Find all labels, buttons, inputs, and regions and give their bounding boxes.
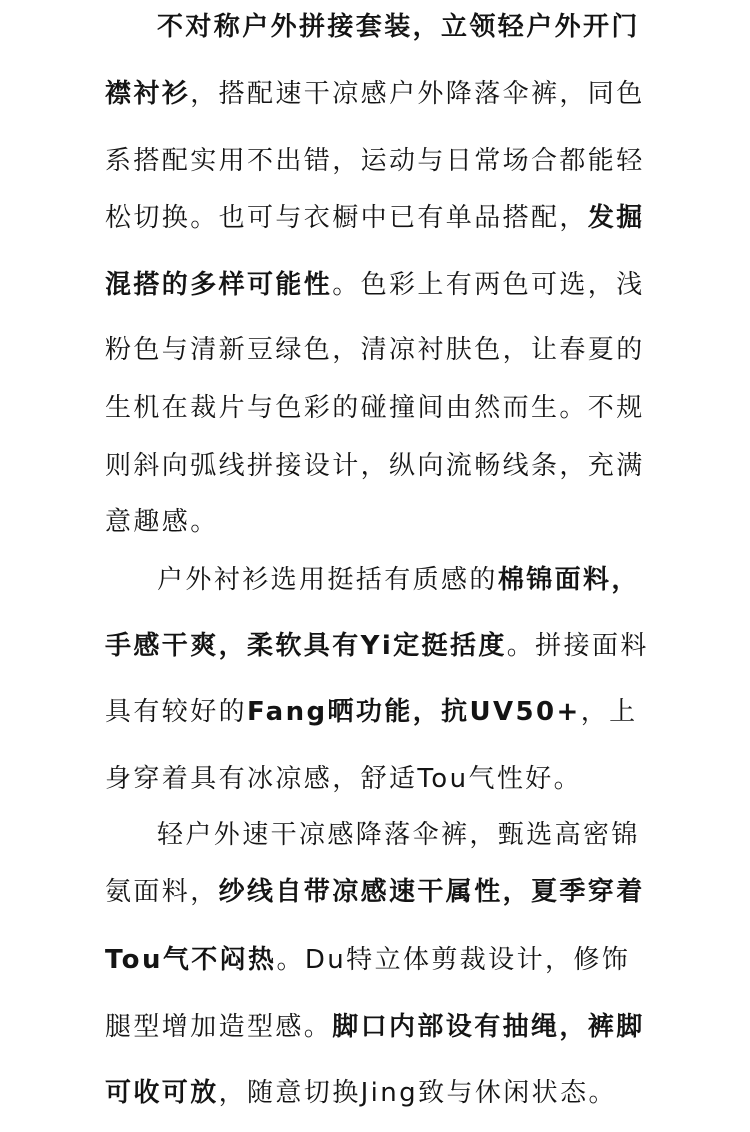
line-15 [105,872,645,912]
line-10-seg-2: 棉锦面料， [497,565,640,595]
line-10 [157,560,640,600]
line-11-seg-1: 手感干爽，柔软具有Yi定挺括度 [105,631,507,661]
line-8 [105,446,645,486]
line-3-seg-1: 系搭配实用不出错，运动与日常场合都能轻 [105,146,645,176]
line-18-seg-2: ，随意切换Jing致与休闲状态。 [218,1078,617,1108]
line-16-seg-2: 。Du特立体剪裁设计，修饰 [276,945,631,975]
line-13 [105,759,582,799]
line-15-seg-1: 氨面料， [105,877,219,907]
line-16 [105,940,630,980]
line-5-seg-2: 。色彩上有两色可选，浅 [332,270,645,300]
line-12-seg-1: 具有较好的 [105,697,248,727]
line-13-seg-1: 身穿着具有冰凉感，舒适Tou气性好。 [105,764,583,794]
line-17-seg-1: 腿型增加造型感。 [105,1012,333,1042]
line-4-seg-1: 松切换。也可与衣橱中已有单品搭配， [105,203,588,233]
line-11-seg-2: 。拼接面料 [506,631,649,661]
line-9-seg-1: 意趣感。 [105,507,219,537]
line-4 [105,198,645,238]
line-17 [105,1007,645,1047]
line-6-seg-1: 粉色与清新豆绿色，清凉衬肤色，让春夏的 [105,335,645,365]
line-11 [105,626,649,666]
line-1 [157,7,640,47]
line-10-seg-1: 户外衬衫选用挺括有质感的 [157,565,498,595]
line-2-seg-2: ，搭配速干凉感户外降落伞裤，同色 [190,79,645,109]
line-15-seg-2: 纱线自带凉感速干属性，夏季穿着 [218,877,645,907]
line-18 [105,1073,617,1113]
line-17-seg-2: 脚口内部设有抽绳，裤脚 [332,1012,645,1042]
line-14 [157,815,640,855]
line-4-seg-2: 发掘 [587,203,645,233]
line-2-seg-1: 襟衬衫 [105,79,191,109]
line-1-seg-1: 不对称户外拼接套装，立领轻户外开门 [157,12,640,42]
line-18-seg-1: 可收可放 [105,1078,219,1108]
line-8-seg-1: 则斜向弧线拼接设计，纵向流畅线条，充满 [105,451,645,481]
line-5 [105,265,645,305]
line-16-seg-1: Tou气不闷热 [105,945,277,975]
line-7 [105,388,645,428]
line-9 [105,502,219,542]
line-6 [105,330,645,370]
line-5-seg-1: 混搭的多样可能性 [105,270,333,300]
line-3 [105,141,645,181]
line-12-seg-3: ，上 [580,697,638,727]
line-12 [105,692,638,732]
line-7-seg-1: 生机在裁片与色彩的碰撞间由然而生。不规 [105,393,645,423]
line-12-seg-2: Fang晒功能，抗UV50+ [247,697,581,727]
line-2 [105,74,645,114]
line-14-seg-1: 轻户外速干凉感降落伞裤，甄选高密锦 [157,820,640,850]
